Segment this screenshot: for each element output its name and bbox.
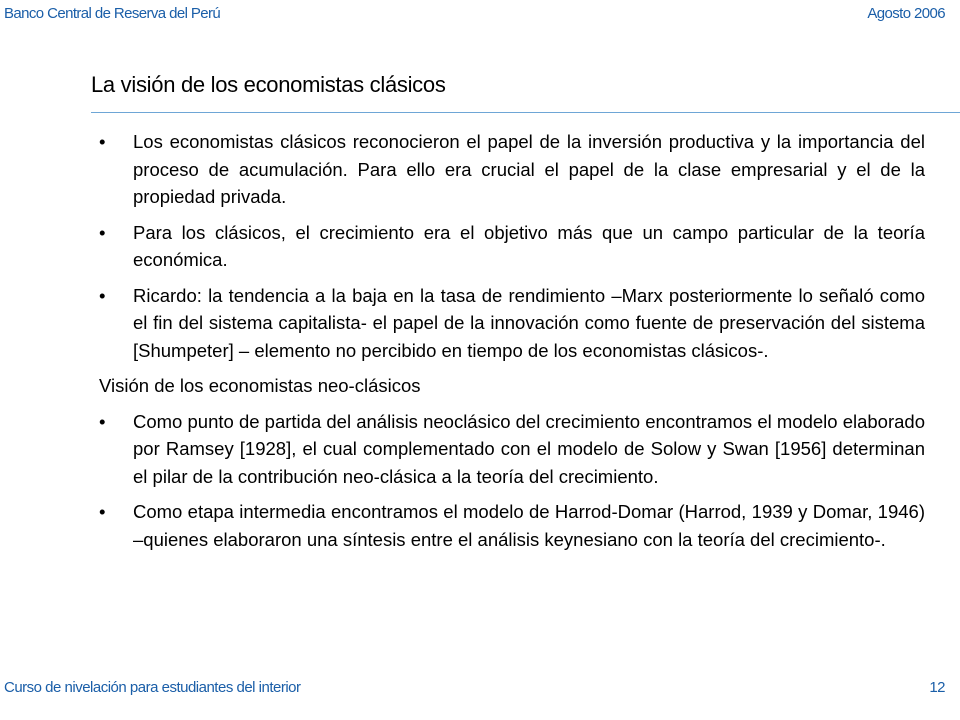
bullet-item: [99, 498, 925, 553]
slide-content: [99, 128, 925, 561]
bullet-text: Para los clásicos, el crecimiento era el objetivo más que un campo particular de la teoría económica.: [133, 221, 925, 270]
footer-course: Curso de nivelación para estudiantes del interior: [4, 679, 301, 696]
title-divider: [91, 112, 960, 113]
bullet-item: [99, 408, 925, 491]
bullet-text: Como etapa intermedia encontramos el modelo de Harrod-Domar (Harrod, 1939 y Domar, 1946) –quienes elaboraron una síntesis entre el análisis keynesiano con la teoría del crecimiento-.: [133, 501, 925, 550]
bullet-icon: •: [99, 410, 106, 432]
header-institution: Banco Central de Reserva del Perú: [4, 5, 221, 22]
bullet-text: Los economistas clásicos reconocieron el papel de la inversión productiva y la importancia del proceso de acumulación. Para ello era crucial el papel de la clase empresarial y el de la propiedad privada.: [133, 131, 925, 207]
bullet-text: Como punto de partida del análisis neoclásico del crecimiento encontramos el modelo elaborado por Ramsey [1928], el cual complementado con el modelo de Solow y Swan [1956] determinan el pilar de la contribución neo-clásica a la teoría del crecimiento.: [133, 410, 925, 487]
bullet-item: [99, 219, 925, 274]
page-number: 12: [929, 679, 945, 696]
slide-title: La visión de los economistas clásicos: [91, 72, 446, 97]
bullet-icon: •: [99, 131, 106, 152]
bullet-icon: •: [99, 284, 106, 306]
bullet-icon: •: [99, 501, 106, 522]
bullet-item: [99, 128, 925, 211]
header-date: Agosto 2006: [867, 5, 945, 22]
bullet-icon: •: [99, 221, 106, 243]
bullet-item: [99, 282, 925, 365]
section-heading: Visión de los economistas neo-clásicos: [99, 375, 421, 396]
bullet-text: Ricardo: la tendencia a la baja en la tasa de rendimiento –Marx posteriormente lo señaló como el fin del sistema capitalista- el papel de la innovación como fuente de preservación del sistema [Shumpeter] – elemento no percibido en tiempo de los economistas clásicos-.: [133, 284, 925, 361]
